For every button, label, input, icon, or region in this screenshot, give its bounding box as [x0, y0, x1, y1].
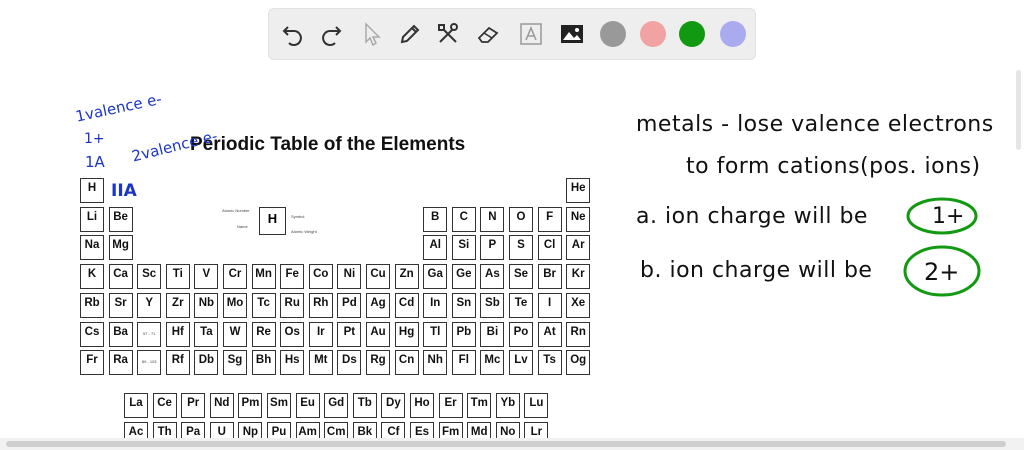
placeholder-range: 89 - 103: [141, 359, 157, 365]
element-symbol: Mc: [484, 354, 501, 367]
element-cell-dy: [381, 393, 405, 418]
element-cell-si: [452, 235, 476, 260]
element-symbol: Pb: [456, 325, 472, 338]
element-cell-k: [80, 264, 104, 289]
element-cell-sm: [267, 393, 291, 418]
element-symbol: Cm: [326, 426, 346, 438]
element-symbol: Zr: [172, 296, 184, 309]
element-symbol: Er: [444, 397, 457, 409]
element-symbol: Se: [513, 268, 529, 281]
element-symbol: Rn: [570, 325, 586, 338]
element-symbol: Cr: [228, 268, 242, 281]
element-cell-ge: [452, 264, 476, 289]
element-cell-hf: [166, 322, 190, 347]
element-symbol: Nb: [198, 296, 215, 309]
element-symbol: Pm: [241, 397, 260, 409]
element-symbol: Lv: [514, 354, 528, 367]
element-cell-hg: [395, 322, 419, 347]
element-cell-pb: [452, 322, 476, 347]
element-symbol: U: [217, 426, 226, 438]
placeholder-cell: [137, 322, 161, 347]
element-cell-er: [439, 393, 463, 418]
element-symbol: Np: [242, 426, 259, 438]
element-cell-br: [538, 264, 562, 289]
element-cell-ca: [109, 264, 133, 289]
element-symbol: Cs: [84, 325, 100, 338]
element-symbol: Co: [313, 268, 329, 281]
color-swatch-gray[interactable]: [600, 21, 626, 47]
element-cell-sb: [480, 293, 504, 318]
element-symbol: Gd: [328, 397, 345, 409]
element-cell-mc: [480, 350, 504, 375]
element-symbol: N: [488, 210, 497, 223]
element-cell-ag: [366, 293, 390, 318]
element-cell-rb: [80, 293, 104, 318]
element-cell-mo: [223, 293, 247, 318]
element-cell-li: [80, 207, 104, 232]
element-cell-rn: [566, 322, 590, 347]
element-symbol: Sm: [270, 397, 288, 409]
element-cell-sc: [137, 264, 161, 289]
element-cell-nh: [423, 350, 447, 375]
element-cell-ar: [566, 235, 590, 260]
element-cell-pt: [337, 322, 361, 347]
element-cell-cr: [223, 264, 247, 289]
element-cell-o: [509, 207, 533, 232]
element-cell-na: [80, 235, 104, 260]
element-cell-pr: [181, 393, 205, 418]
element-symbol: Fm: [441, 426, 460, 438]
element-cell-rg: [366, 350, 390, 375]
element-cell-s: [509, 235, 533, 260]
element-symbol: Na: [84, 239, 100, 252]
element-symbol: Xe: [571, 296, 586, 309]
element-symbol: Og: [570, 354, 587, 367]
element-cell-db: [194, 350, 218, 375]
element-symbol: Ti: [172, 268, 183, 281]
element-cell-zn: [395, 264, 419, 289]
element-symbol: Ag: [370, 296, 386, 309]
element-cell-og: [566, 350, 590, 375]
element-symbol: Tc: [257, 296, 270, 309]
note-answer-b: b. ion charge will be: [640, 258, 873, 283]
element-symbol: Md: [470, 426, 488, 438]
element-cell-ir: [309, 322, 333, 347]
element-cell-kr: [566, 264, 590, 289]
color-swatch-lavender[interactable]: [720, 21, 746, 47]
placeholder-range: 57 - 71: [142, 330, 156, 336]
element-symbol: Bh: [255, 354, 272, 367]
note-two-valence: 2valence e-: [130, 126, 220, 166]
element-cell-co: [309, 264, 333, 289]
element-cell-tc: [252, 293, 276, 318]
element-symbol: Si: [458, 239, 470, 252]
element-symbol: V: [202, 268, 211, 281]
element-symbol: Ta: [200, 325, 213, 338]
note-answer-a: a. ion charge will be: [636, 204, 868, 229]
element-symbol: Mo: [226, 296, 244, 309]
element-cell-ga: [423, 264, 447, 289]
element-cell-se: [509, 264, 533, 289]
element-cell-ho: [410, 393, 434, 418]
element-symbol: Fl: [458, 354, 469, 367]
element-cell-sg: [223, 350, 247, 375]
element-symbol: Sr: [114, 296, 127, 309]
element-cell-be: [109, 207, 133, 232]
element-cell-cd: [395, 293, 419, 318]
element-symbol: Hs: [284, 354, 300, 367]
element-cell-mt: [309, 350, 333, 375]
element-symbol: Sn: [456, 296, 472, 309]
answer-a-value: 1+: [932, 204, 965, 229]
element-symbol: H: [87, 182, 97, 194]
element-symbol: Mn: [255, 268, 272, 281]
element-cell-ds: [337, 350, 361, 375]
element-symbol: Th: [157, 426, 172, 438]
element-symbol: Ac: [128, 426, 144, 438]
element-cell-b: [423, 207, 447, 232]
element-cell-rf: [166, 350, 190, 375]
element-symbol: Rh: [313, 296, 329, 309]
element-symbol: Sg: [227, 354, 243, 367]
element-symbol: Hf: [171, 325, 184, 338]
legend-key-symbol: H: [267, 211, 278, 226]
element-symbol: Ar: [571, 239, 585, 252]
element-cell-c: [452, 207, 476, 232]
element-symbol: La: [129, 397, 143, 409]
element-cell-as: [480, 264, 504, 289]
element-cell-tb: [353, 393, 377, 418]
element-cell-h: [80, 178, 104, 203]
element-cell-cn: [395, 350, 419, 375]
element-cell-te: [509, 293, 533, 318]
element-cell-y: [137, 293, 161, 318]
element-cell-mn: [252, 264, 276, 289]
element-symbol: Rf: [171, 354, 184, 367]
element-symbol: Eu: [300, 397, 315, 409]
element-cell-ne: [566, 207, 590, 232]
note-metals-line: metals - lose valence electrons: [636, 112, 994, 137]
element-symbol: Tl: [430, 325, 441, 338]
element-cell-cs: [80, 322, 104, 347]
element-symbol: He: [570, 182, 586, 194]
element-symbol: Fr: [86, 354, 98, 367]
element-cell-ru: [280, 293, 304, 318]
element-symbol: C: [459, 210, 468, 223]
element-symbol: Mg: [112, 239, 129, 252]
legend-atomic-number-label: Atomic Number: [222, 208, 250, 213]
legend-name-label: Name: [237, 224, 248, 229]
element-cell-re: [252, 322, 276, 347]
element-cell-f: [538, 207, 562, 232]
element-symbol: Ca: [113, 268, 128, 281]
element-symbol: Es: [414, 426, 430, 438]
element-cell-hs: [280, 350, 304, 375]
element-symbol: Sc: [142, 268, 157, 281]
element-cell-at: [538, 322, 562, 347]
element-cell-fe: [280, 264, 304, 289]
element-symbol: Al: [429, 239, 441, 252]
element-symbol: P: [488, 239, 497, 252]
element-symbol: Nd: [214, 397, 230, 409]
element-symbol: At: [543, 325, 556, 338]
answer-b-value: 2+: [924, 258, 960, 286]
element-symbol: Cd: [398, 296, 415, 309]
element-symbol: Ne: [570, 210, 586, 223]
element-symbol: Bi: [486, 325, 499, 338]
element-symbol: Be: [113, 210, 128, 223]
legend-key-cell: [259, 207, 286, 235]
element-cell-au: [366, 322, 390, 347]
element-symbol: Cf: [387, 426, 400, 438]
element-symbol: Os: [284, 325, 300, 338]
element-cell-in: [423, 293, 447, 318]
element-cell-yb: [496, 393, 520, 418]
element-symbol: K: [87, 268, 97, 281]
element-cell-al: [423, 235, 447, 260]
element-cell-ba: [109, 322, 133, 347]
element-symbol: Mt: [314, 354, 328, 367]
element-symbol: F: [546, 210, 554, 223]
element-cell-rh: [309, 293, 333, 318]
element-symbol: Bk: [357, 426, 373, 438]
element-symbol: Ds: [342, 354, 357, 367]
element-symbol: I: [547, 296, 552, 309]
element-symbol: Pd: [342, 296, 357, 309]
note-cations-line: to form cations(pos. ions): [686, 154, 981, 179]
element-symbol: W: [229, 325, 241, 338]
element-symbol: Kr: [571, 268, 585, 281]
element-cell-eu: [296, 393, 320, 418]
element-symbol: Pr: [187, 397, 200, 409]
element-cell-zr: [166, 293, 190, 318]
element-symbol: Ts: [543, 354, 556, 367]
horizontal-scrollbar-thumb[interactable]: [6, 441, 1006, 447]
note-group-ia: 1A: [85, 153, 105, 171]
element-symbol: Dy: [386, 397, 401, 409]
legend-symbol-label: Symbol: [291, 214, 305, 219]
page-title: Periodic Table of the Elements: [190, 134, 466, 155]
element-symbol: Am: [298, 426, 317, 438]
element-symbol: Fe: [285, 268, 299, 281]
element-cell-tm: [467, 393, 491, 418]
element-symbol: Rb: [84, 296, 100, 309]
element-cell-sr: [109, 293, 133, 318]
element-symbol: Lu: [529, 397, 544, 409]
vertical-scrollbar[interactable]: [1016, 70, 1021, 150]
element-cell-n: [480, 207, 504, 232]
element-symbol: Te: [514, 296, 528, 309]
element-symbol: Ce: [157, 397, 172, 409]
element-symbol: Yb: [500, 397, 516, 409]
element-symbol: Re: [256, 325, 271, 338]
element-cell-ra: [109, 350, 133, 375]
color-swatch-pink[interactable]: [640, 21, 666, 47]
element-symbol: Tb: [357, 397, 372, 409]
element-cell-lu: [524, 393, 548, 418]
element-symbol: Tm: [470, 397, 488, 409]
element-cell-tl: [423, 322, 447, 347]
placeholder-cell: [137, 350, 161, 375]
note-one-valence: 1valence e-: [74, 89, 164, 126]
element-cell-pd: [337, 293, 361, 318]
element-symbol: Cu: [370, 268, 386, 281]
element-symbol: Li: [86, 210, 98, 223]
element-cell-ta: [194, 322, 218, 347]
element-cell-fl: [452, 350, 476, 375]
note-plus-one: 1+: [84, 131, 105, 147]
element-symbol: Ge: [456, 268, 472, 281]
element-cell-he: [566, 178, 590, 203]
element-symbol: Rg: [370, 354, 386, 367]
element-symbol: Pa: [186, 426, 201, 438]
element-symbol: O: [516, 210, 526, 223]
element-symbol: Zn: [399, 268, 414, 281]
element-symbol: Ho: [414, 397, 430, 409]
element-symbol: Lr: [530, 426, 543, 438]
element-cell-ce: [153, 393, 177, 418]
element-symbol: Cn: [398, 354, 415, 367]
element-symbol: Ru: [284, 296, 300, 309]
element-symbol: Pt: [343, 325, 356, 338]
element-cell-lv: [509, 350, 533, 375]
color-swatch-green[interactable]: [679, 21, 705, 47]
element-cell-xe: [566, 293, 590, 318]
element-symbol: Po: [513, 325, 529, 338]
note-group-iia: IIA: [111, 181, 137, 201]
element-symbol: Db: [198, 354, 215, 367]
element-cell-nd: [210, 393, 234, 418]
element-symbol: Nh: [427, 354, 443, 367]
element-cell-ni: [337, 264, 361, 289]
element-cell-os: [280, 322, 304, 347]
element-symbol: Y: [145, 296, 154, 309]
element-symbol: No: [500, 426, 516, 438]
element-symbol: As: [485, 268, 500, 281]
element-symbol: Ni: [343, 268, 356, 281]
element-symbol: Ir: [316, 325, 325, 338]
element-cell-gd: [324, 393, 348, 418]
element-symbol: Au: [370, 325, 386, 338]
element-cell-po: [509, 322, 533, 347]
element-cell-v: [194, 264, 218, 289]
element-symbol: Ba: [113, 325, 128, 338]
element-cell-bi: [480, 322, 504, 347]
element-cell-p: [480, 235, 504, 260]
element-symbol: Sb: [485, 296, 500, 309]
element-cell-fr: [80, 350, 104, 375]
element-symbol: Ga: [427, 268, 443, 281]
element-cell-w: [223, 322, 247, 347]
element-symbol: In: [430, 296, 441, 309]
element-cell-bh: [252, 350, 276, 375]
element-symbol: Pu: [271, 426, 287, 438]
element-cell-la: [124, 393, 148, 418]
element-cell-sn: [452, 293, 476, 318]
element-symbol: S: [517, 239, 525, 252]
element-symbol: Hg: [398, 325, 415, 338]
element-cell-cu: [366, 264, 390, 289]
element-cell-pm: [238, 393, 262, 418]
legend-weight-label: Atomic Weight: [291, 229, 317, 234]
element-cell-ts: [538, 350, 562, 375]
element-cell-mg: [109, 235, 133, 260]
element-symbol: B: [431, 210, 440, 223]
element-cell-i: [538, 293, 562, 318]
element-symbol: Ra: [113, 354, 128, 367]
element-cell-nb: [194, 293, 218, 318]
element-cell-ti: [166, 264, 190, 289]
element-symbol: Cl: [543, 239, 556, 252]
element-cell-cl: [538, 235, 562, 260]
element-symbol: Br: [543, 268, 556, 281]
